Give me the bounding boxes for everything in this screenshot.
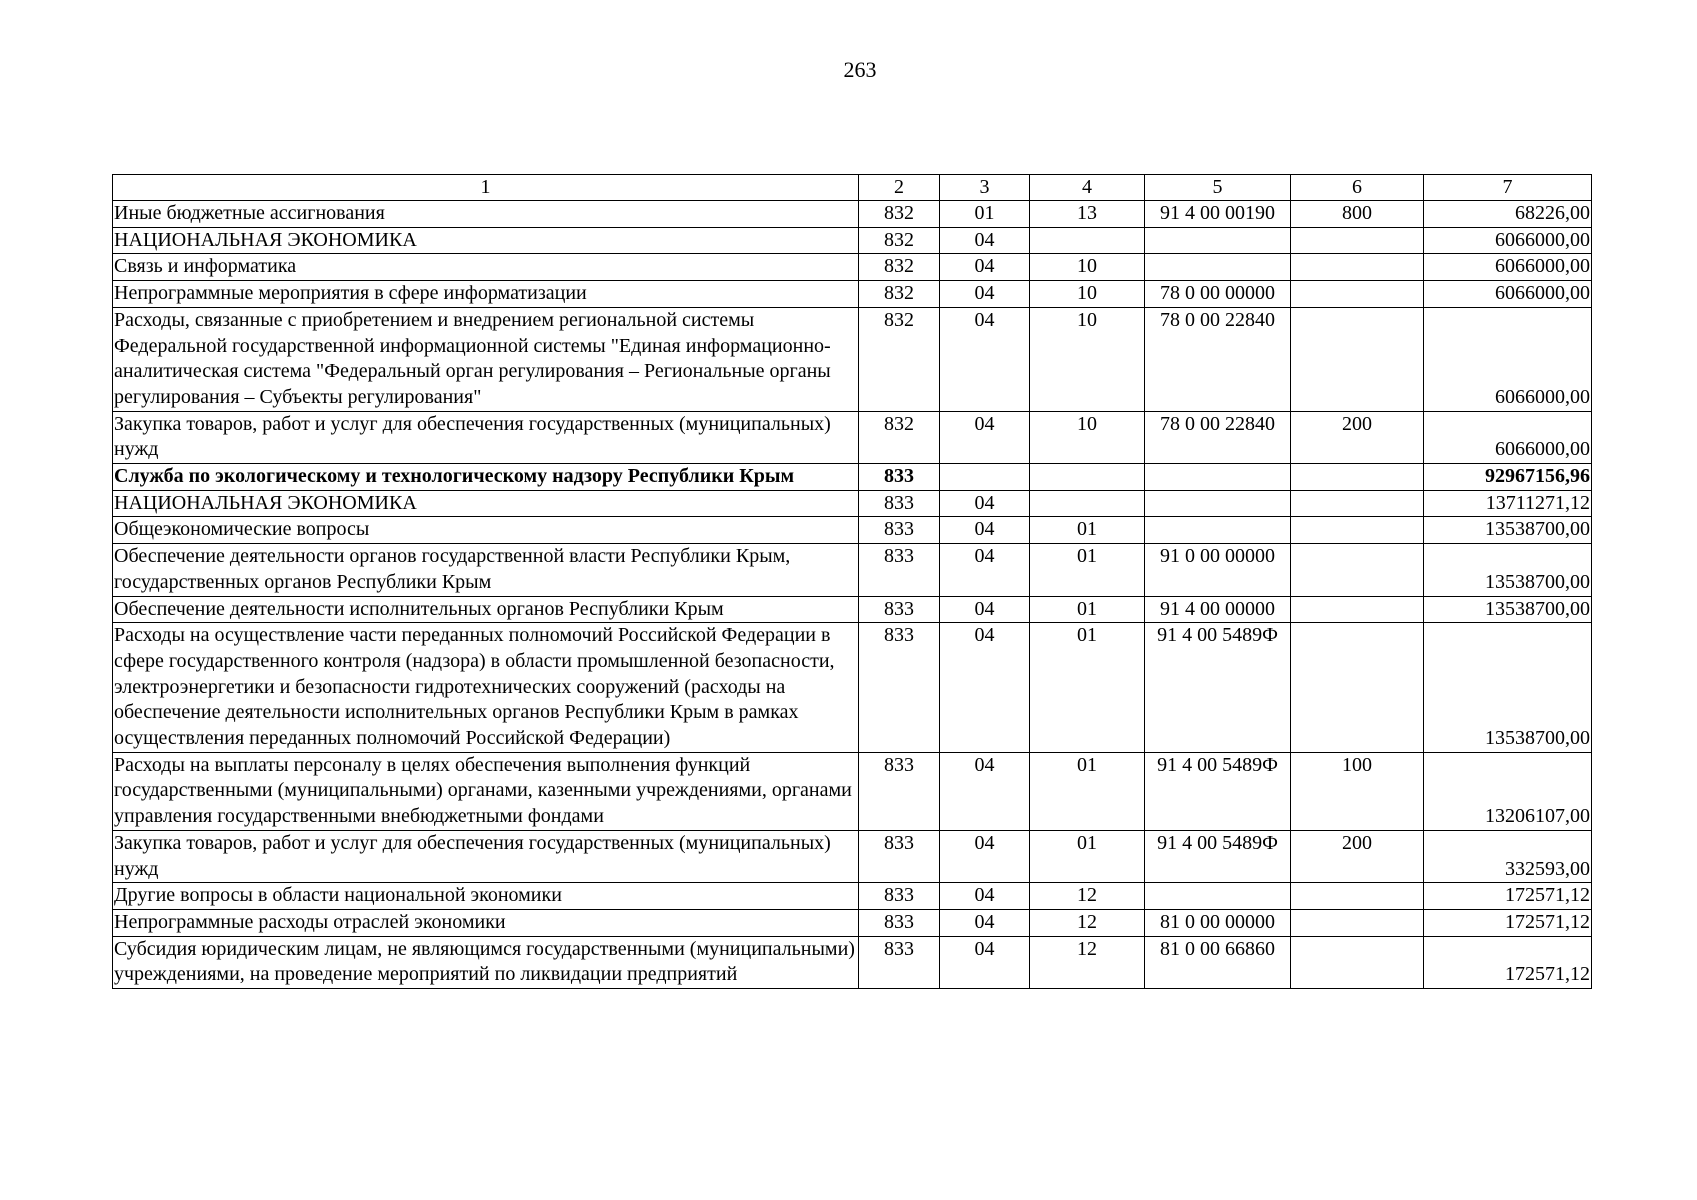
row-amount: 68226,00 [1424,201,1592,228]
row-amount: 13206107,00 [1424,752,1592,830]
row-name: Другие вопросы в области национальной экономики [113,883,859,910]
row-amount: 6066000,00 [1424,281,1592,308]
table-row [113,936,1592,988]
row-expense-type [1291,464,1424,491]
row-name: Непрограммные мероприятия в сфере информатизации [113,281,859,308]
row-expense-type: 100 [1291,752,1424,830]
row-expense-type [1291,254,1424,281]
row-section-code: 04 [940,623,1030,753]
table-row [113,517,1592,544]
row-target-article [1145,227,1291,254]
row-amount: 6066000,00 [1424,307,1592,411]
table-row [113,490,1592,517]
row-target-article: 91 0 00 00000 [1145,544,1291,596]
row-ministry-code: 833 [859,596,940,623]
row-expense-type: 800 [1291,201,1424,228]
row-target-article: 78 0 00 00000 [1145,281,1291,308]
row-ministry-code: 833 [859,830,940,882]
row-ministry-code: 832 [859,307,940,411]
row-subsection-code: 10 [1030,411,1145,463]
row-section-code: 04 [940,227,1030,254]
row-amount: 332593,00 [1424,830,1592,882]
row-subsection-code [1030,227,1145,254]
table-row [113,201,1592,228]
row-name: Служба по экологическому и технологическому надзору Республики Крым [113,464,859,491]
row-target-article: 91 4 00 00000 [1145,596,1291,623]
row-subsection-code: 10 [1030,254,1145,281]
table-row [113,281,1592,308]
row-ministry-code: 833 [859,623,940,753]
row-subsection-code: 12 [1030,909,1145,936]
row-subsection-code: 01 [1030,596,1145,623]
row-section-code: 04 [940,752,1030,830]
row-expense-type [1291,936,1424,988]
row-expense-type [1291,281,1424,308]
budget-table [112,174,1592,989]
row-section-code: 04 [940,490,1030,517]
row-ministry-code: 832 [859,411,940,463]
table-row [113,227,1592,254]
row-expense-type [1291,517,1424,544]
row-name: Закупка товаров, работ и услуг для обеспечения государственных (муниципальных) нужд [113,411,859,463]
row-subsection-code: 01 [1030,517,1145,544]
row-amount: 13538700,00 [1424,544,1592,596]
table-row [113,752,1592,830]
row-target-article: 91 4 00 5489Ф [1145,830,1291,882]
table-row [113,464,1592,491]
column-header-7: 7 [1424,175,1592,201]
row-subsection-code: 10 [1030,307,1145,411]
row-amount: 172571,12 [1424,936,1592,988]
row-section-code: 04 [940,909,1030,936]
row-name: Общеэкономические вопросы [113,517,859,544]
column-number-row [113,175,1592,201]
row-name: Расходы на осуществление части переданных полномочий Российской Федерации в сфере государственного контроля (надзора) в области промышленной безопасности, электроэнергетики и безопасности гидротехнических сооружений (расходы на обеспечение деятельности исполнительных органов Республики Крым в рамках осуществления переданных полномочий Российской Федерации) [113,623,859,753]
row-name: Обеспечение деятельности органов государственной власти Республики Крым, государственных органов Республики Крым [113,544,859,596]
row-ministry-code: 832 [859,201,940,228]
column-header-1: 1 [113,175,859,201]
row-amount: 6066000,00 [1424,411,1592,463]
row-amount: 13538700,00 [1424,517,1592,544]
row-subsection-code: 12 [1030,936,1145,988]
row-ministry-code: 833 [859,544,940,596]
row-target-article: 91 4 00 00190 [1145,201,1291,228]
row-ministry-code: 833 [859,517,940,544]
row-name: Связь и информатика [113,254,859,281]
row-expense-type [1291,909,1424,936]
row-expense-type [1291,490,1424,517]
row-expense-type: 200 [1291,830,1424,882]
row-expense-type [1291,883,1424,910]
column-header-6: 6 [1291,175,1424,201]
row-target-article [1145,517,1291,544]
row-expense-type [1291,596,1424,623]
row-subsection-code: 12 [1030,883,1145,910]
table-row [113,909,1592,936]
row-subsection-code: 10 [1030,281,1145,308]
budget-table-body [113,175,1592,989]
row-section-code: 04 [940,596,1030,623]
row-section-code: 04 [940,544,1030,596]
row-name: Закупка товаров, работ и услуг для обеспечения государственных (муниципальных) нужд [113,830,859,882]
row-section-code: 04 [940,281,1030,308]
row-section-code: 04 [940,883,1030,910]
table-row [113,830,1592,882]
row-target-article: 78 0 00 22840 [1145,307,1291,411]
table-row [113,596,1592,623]
table-row [113,254,1592,281]
table-row [113,307,1592,411]
row-ministry-code: 832 [859,227,940,254]
row-expense-type [1291,623,1424,753]
row-section-code [940,464,1030,491]
row-ministry-code: 832 [859,281,940,308]
row-name: НАЦИОНАЛЬНАЯ ЭКОНОМИКА [113,227,859,254]
row-expense-type [1291,227,1424,254]
column-header-3: 3 [940,175,1030,201]
row-subsection-code [1030,490,1145,517]
row-ministry-code: 833 [859,490,940,517]
row-target-article: 81 0 00 00000 [1145,909,1291,936]
row-target-article: 81 0 00 66860 [1145,936,1291,988]
row-expense-type: 200 [1291,411,1424,463]
row-target-article [1145,254,1291,281]
row-ministry-code: 833 [859,883,940,910]
table-row [113,411,1592,463]
table-row [113,623,1592,753]
row-target-article [1145,464,1291,491]
row-ministry-code: 833 [859,752,940,830]
row-target-article [1145,883,1291,910]
row-section-code: 04 [940,517,1030,544]
row-name: Расходы, связанные с приобретением и внедрением региональной системы Федеральной государственной информационной системы "Единая информационно-аналитическая система "Федеральный орган регулирования – Региональные органы регулирования – Субъекты регулирования" [113,307,859,411]
row-subsection-code: 13 [1030,201,1145,228]
row-target-article: 91 4 00 5489Ф [1145,623,1291,753]
row-ministry-code: 833 [859,936,940,988]
row-section-code: 04 [940,411,1030,463]
row-amount: 172571,12 [1424,909,1592,936]
row-section-code: 01 [940,201,1030,228]
row-section-code: 04 [940,254,1030,281]
row-section-code: 04 [940,936,1030,988]
row-name: НАЦИОНАЛЬНАЯ ЭКОНОМИКА [113,490,859,517]
row-ministry-code: 832 [859,254,940,281]
row-subsection-code: 01 [1030,830,1145,882]
row-expense-type [1291,307,1424,411]
row-subsection-code: 01 [1030,544,1145,596]
column-header-5: 5 [1145,175,1291,201]
column-header-2: 2 [859,175,940,201]
table-row [113,883,1592,910]
row-target-article: 91 4 00 5489Ф [1145,752,1291,830]
row-subsection-code [1030,464,1145,491]
column-header-4: 4 [1030,175,1145,201]
row-amount: 13711271,12 [1424,490,1592,517]
row-amount: 172571,12 [1424,883,1592,910]
table-row [113,544,1592,596]
row-amount: 13538700,00 [1424,623,1592,753]
row-name: Иные бюджетные ассигнования [113,201,859,228]
row-name: Расходы на выплаты персоналу в целях обеспечения выполнения функций государственными (муниципальными) органами, казенными учреждениями, органами управления государственными внебюджетными фондами [113,752,859,830]
page-number: 263 [843,57,877,82]
row-section-code: 04 [940,830,1030,882]
row-amount: 92967156,96 [1424,464,1592,491]
row-ministry-code: 833 [859,909,940,936]
row-ministry-code: 833 [859,464,940,491]
row-name: Субсидия юридическим лицам, не являющимся государственными (муниципальными) учреждениями, на проведение мероприятий по ликвидации предприятий [113,936,859,988]
row-amount: 6066000,00 [1424,227,1592,254]
row-target-article [1145,490,1291,517]
row-target-article: 78 0 00 22840 [1145,411,1291,463]
row-amount: 13538700,00 [1424,596,1592,623]
row-subsection-code: 01 [1030,752,1145,830]
row-amount: 6066000,00 [1424,254,1592,281]
row-subsection-code: 01 [1030,623,1145,753]
row-expense-type [1291,544,1424,596]
row-section-code: 04 [940,307,1030,411]
row-name: Непрограммные расходы отраслей экономики [113,909,859,936]
row-name: Обеспечение деятельности исполнительных органов Республики Крым [113,596,859,623]
